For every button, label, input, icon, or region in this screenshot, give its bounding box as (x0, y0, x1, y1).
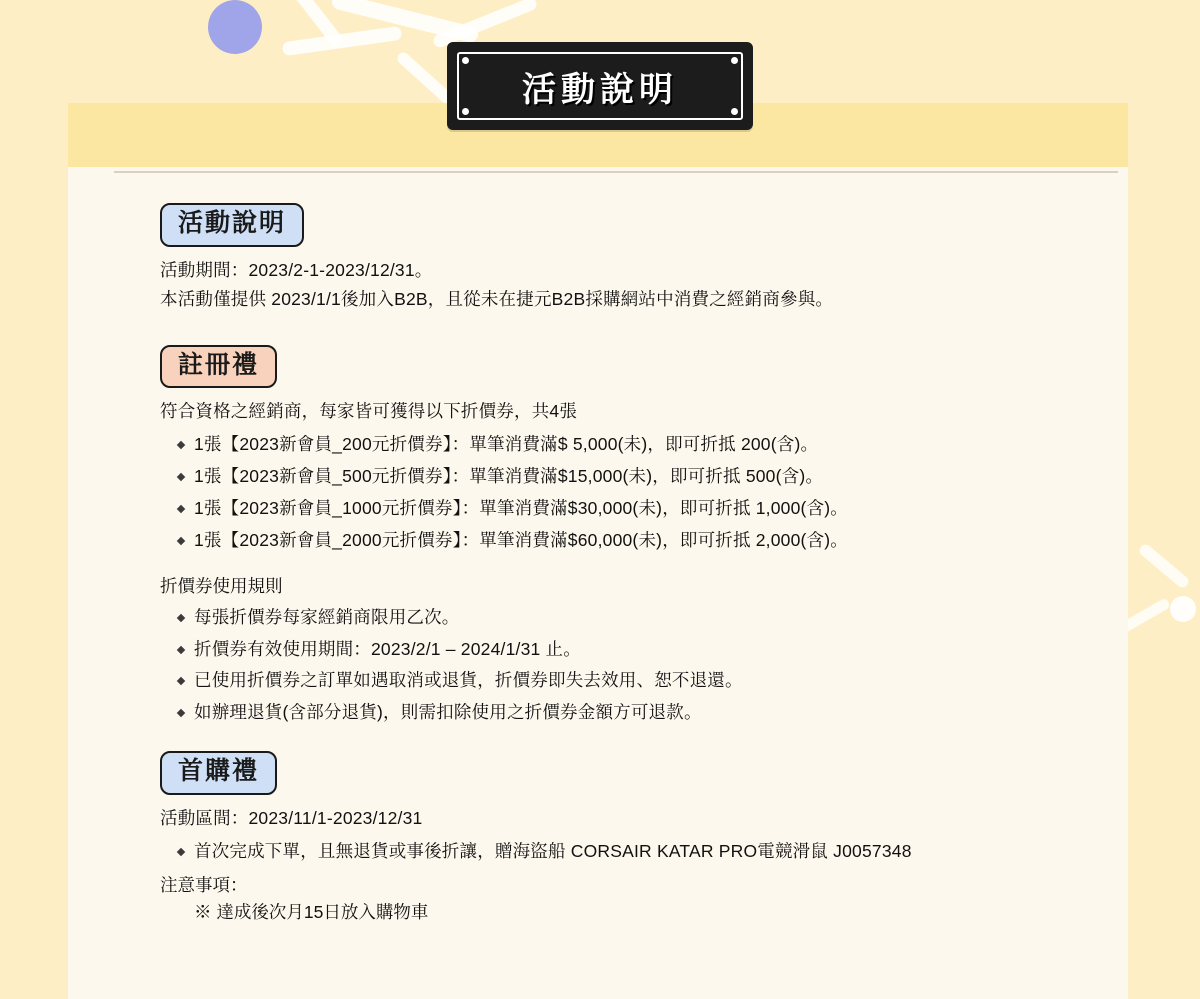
list-item: 每張折價券每家經銷商限用乙次。 (194, 602, 1068, 634)
decorative-ray (282, 26, 403, 57)
banner-plaque (447, 42, 753, 130)
list-item: 首次完成下單，且無退貨或事後折讓，贈海盜船 CORSAIR KATAR PRO電競滑鼠 J0057348 (194, 836, 1068, 868)
section-heading (160, 203, 1068, 247)
activity-period-line: 活動期間：2023/2-1-2023/12/31。 (160, 259, 433, 280)
section-pill-registration-gift: 註冊禮 (160, 345, 277, 389)
decorative-dot (1170, 596, 1196, 622)
section-registration-gift (160, 345, 1068, 729)
list-item: 1張【2023新會員_1000元折價券】：單筆消費滿$30,000(未)，即可折抵 1,000(含)。 (194, 493, 1068, 525)
list-item: 1張【2023新會員_200元折價券】：單筆消費滿$ 5,000(未)，即可折抵 200(含)。 (194, 429, 1068, 461)
list-item: 1張【2023新會員_500元折價券】：單筆消費滿$15,000(未)，即可折抵 500(含)。 (194, 461, 1068, 493)
banner-title: 活動說明 (522, 70, 678, 109)
card-body (68, 203, 1128, 934)
section-pill-first-purchase-gift: 首購禮 (160, 751, 277, 795)
section-pill-activity-info: 活動說明 (160, 203, 304, 247)
content-card (68, 103, 1128, 999)
decorative-ray (275, 0, 344, 48)
coupon-rules-label: 折價券使用規則 (160, 575, 283, 596)
list-item: 1張【2023新會員_2000元折價券】：單筆消費滿$60,000(未)，即可折抵 2,000(含)。 (194, 525, 1068, 557)
section-heading (160, 751, 1068, 795)
first-purchase-item-list (160, 836, 1068, 868)
notice-item: ※ 達成後次月15日放入購物車 (194, 901, 429, 922)
section-heading (160, 345, 1068, 389)
card-divider (114, 171, 1118, 173)
coupon-rules-list (160, 602, 1068, 729)
decorative-ray (1137, 542, 1191, 590)
section-activity-info (160, 203, 1068, 313)
decorative-ray (330, 0, 479, 44)
notice-label: 注意事項： (160, 874, 248, 895)
registration-lead-text: 符合資格之經銷商，每家皆可獲得以下折價券，共4張 (160, 401, 578, 422)
list-item: 折價券有效使用期間：2023/2/1 – 2024/1/31 止。 (194, 634, 1068, 666)
crescent-moon-icon (201, 0, 269, 61)
section-first-purchase-gift (160, 751, 1068, 923)
list-item: 已使用折價券之訂單如遇取消或退貨，折價券即失去效用、恕不退還。 (194, 665, 1068, 697)
coupon-list (160, 429, 1068, 556)
activity-eligibility-line: 本活動僅提供 2023/1/1後加入B2B，且從未在捷元B2B採購網站中消費之經銷商參與。 (160, 288, 834, 309)
first-purchase-period: 活動區間：2023/11/1-2023/12/31 (160, 807, 423, 828)
list-item: 如辦理退貨(含部分退貨)，則需扣除使用之折價券金額方可退款。 (194, 697, 1068, 729)
